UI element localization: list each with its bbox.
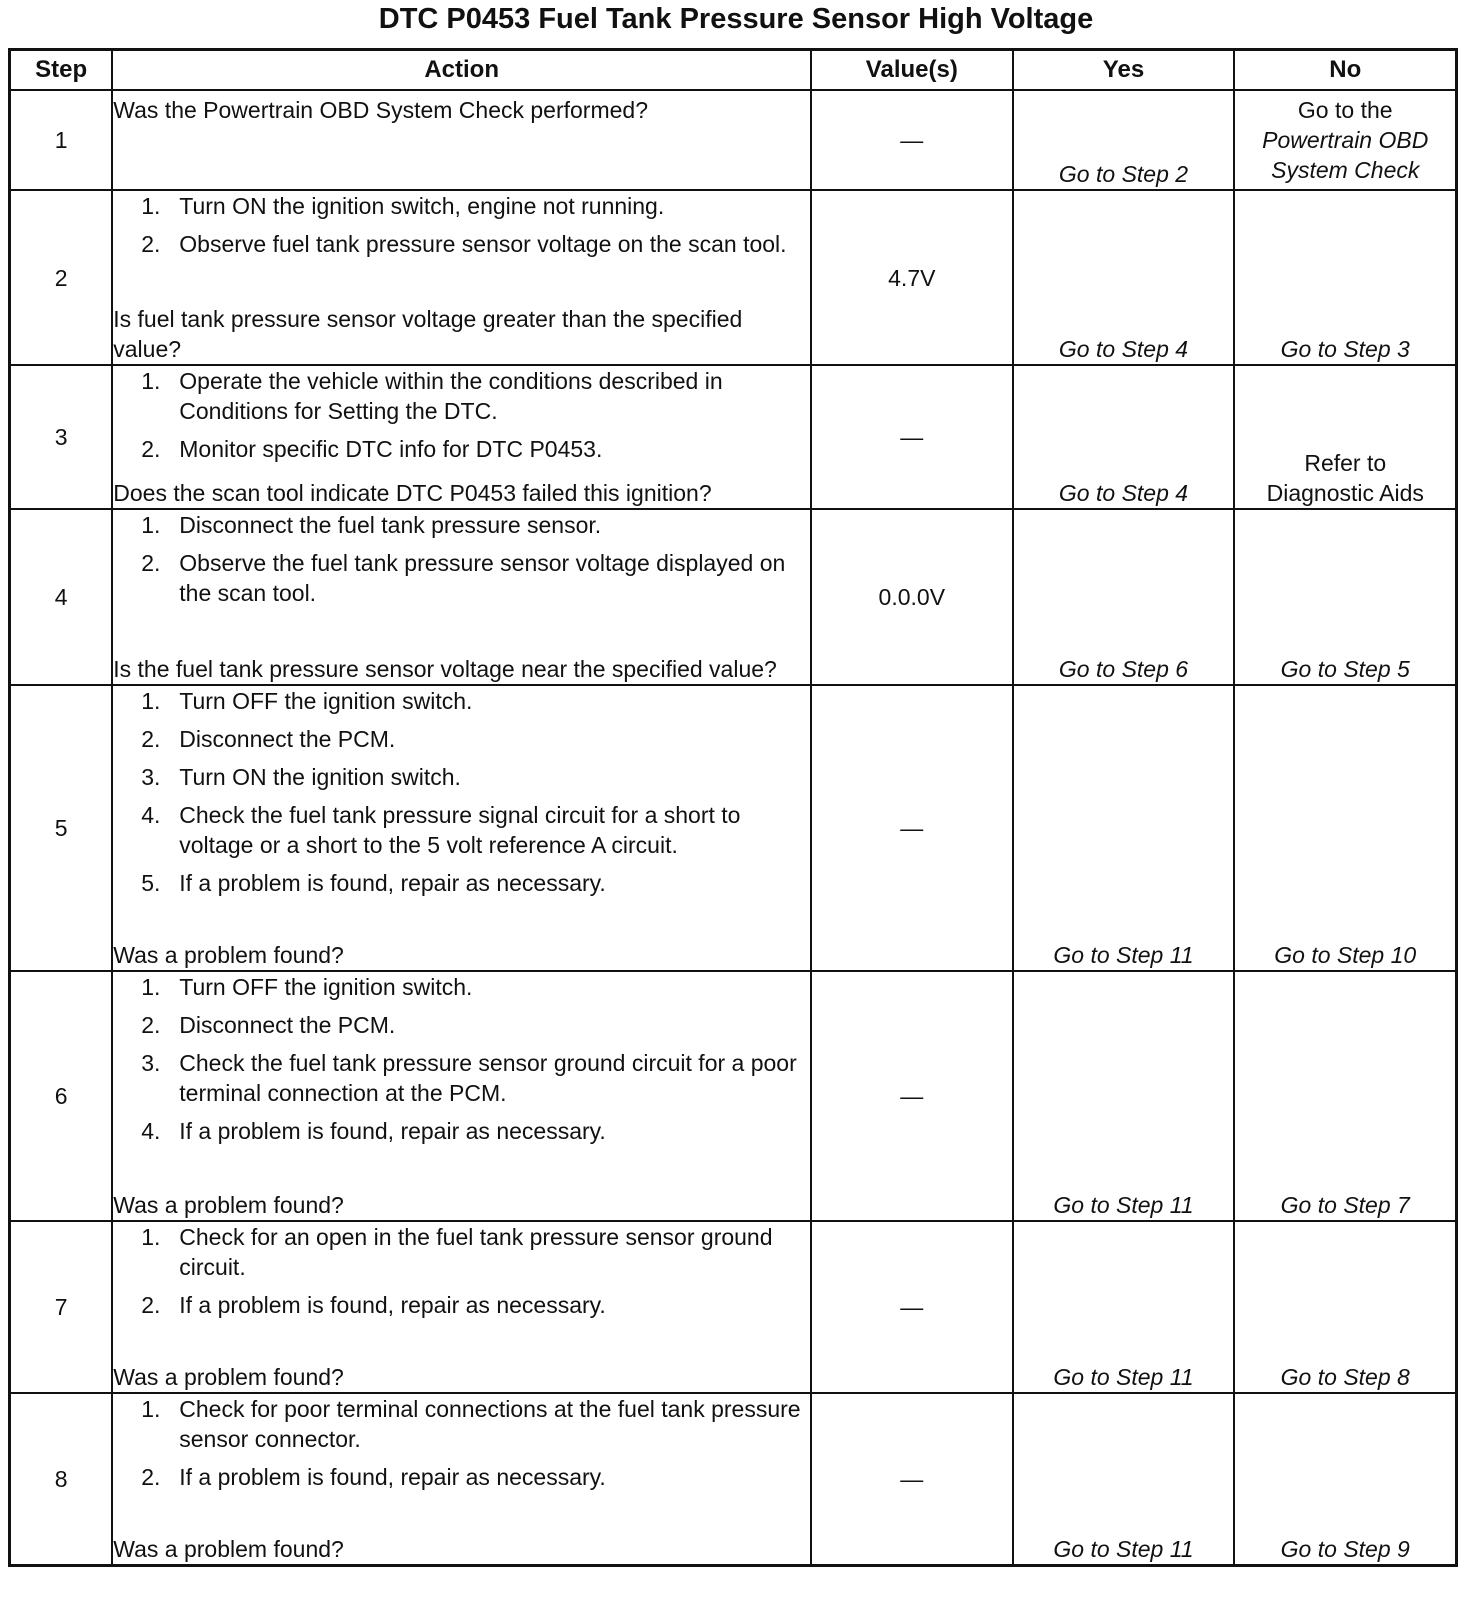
table-row [10, 1221, 1457, 1393]
action-item: 2. Disconnect the PCM. [141, 726, 396, 752]
value-cell: — [811, 1221, 1012, 1393]
action-item: 1. Turn OFF the ignition switch. [141, 974, 473, 1000]
no-cell: Go to Step 9 [1234, 1393, 1456, 1566]
action-cell [112, 685, 811, 971]
yes-cell: Go to Step 6 [1013, 509, 1235, 685]
action-item: 3. Check the fuel tank pressure sensor ground circuit for a poor terminal connection at the PCM. [141, 1050, 797, 1106]
value-cell: — [811, 1393, 1012, 1566]
no-line: Refer to [1304, 450, 1387, 476]
yes-cell: Go to Step 4 [1013, 190, 1235, 365]
action-item: 1. Disconnect the fuel tank pressure sensor. [141, 512, 602, 538]
step-number: 5 [10, 685, 113, 971]
action-cell [112, 971, 811, 1221]
step-number: 2 [10, 190, 113, 365]
action-item: 1. Turn ON the ignition switch, engine not running. [141, 193, 665, 219]
table-row [10, 685, 1457, 971]
value-cell: — [811, 90, 1012, 190]
action-item: 1. Turn OFF the ignition switch. [141, 688, 473, 714]
action-cell [112, 1393, 811, 1566]
action-question: Was a problem found? [113, 1192, 344, 1218]
action-cell [112, 509, 811, 685]
action-item: 1. Operate the vehicle within the conditions described in Conditions for Setting the DTC. [141, 368, 723, 424]
action-item: 2. If a problem is found, repair as necessary. [141, 1292, 606, 1318]
action-item: 1. Check for poor terminal connections at the fuel tank pressure sensor connector. [141, 1396, 801, 1452]
action-question: Does the scan tool indicate DTC P0453 failed this ignition? [113, 480, 712, 506]
action-cell [112, 1221, 811, 1393]
yes-cell: Go to Step 11 [1013, 971, 1235, 1221]
header-values: Value(s) [811, 50, 1012, 91]
step-number: 4 [10, 509, 113, 685]
step-number: 6 [10, 971, 113, 1221]
action-question: Was a problem found? [113, 942, 344, 968]
no-line: Go to the [1297, 97, 1393, 123]
value-cell: 4.7V [811, 190, 1012, 365]
header-yes: Yes [1013, 50, 1235, 91]
no-cell: Go to Step 5 [1234, 509, 1456, 685]
no-line: Powertrain OBD [1262, 127, 1429, 153]
value-cell: — [811, 685, 1012, 971]
table-row [10, 190, 1457, 365]
table-row [10, 1393, 1457, 1566]
action-question: Was the Powertrain OBD System Check performed? [113, 97, 648, 123]
action-item: 3. Turn ON the ignition switch. [141, 764, 461, 790]
action-item: 2. Monitor specific DTC info for DTC P0453. [141, 436, 603, 462]
yes-cell: Go to Step 11 [1013, 1393, 1235, 1566]
diagnostic-table [8, 48, 1458, 1567]
step-number: 3 [10, 365, 113, 509]
no-cell: Go to Step 3 [1234, 190, 1456, 365]
header-no: No [1234, 50, 1456, 91]
no-line: System Check [1271, 157, 1420, 183]
value-cell: 0.0.0V [811, 509, 1012, 685]
action-item: 4. Check the fuel tank pressure signal circuit for a short to voltage or a short to the 5 volt reference A circuit. [141, 802, 741, 858]
no-cell [1234, 90, 1456, 190]
action-item: 2. Disconnect the PCM. [141, 1012, 396, 1038]
no-line: Diagnostic Aids [1266, 480, 1424, 506]
action-item: 4. If a problem is found, repair as necessary. [141, 1118, 606, 1144]
table-row [10, 971, 1457, 1221]
action-cell [112, 90, 811, 190]
yes-cell: Go to Step 11 [1013, 1221, 1235, 1393]
table-row [10, 509, 1457, 685]
yes-cell: Go to Step 2 [1013, 90, 1235, 190]
page-title: DTC P0453 Fuel Tank Pressure Sensor High Voltage [378, 3, 1094, 35]
step-number: 1 [10, 90, 113, 190]
action-question: Is fuel tank pressure sensor voltage greater than the specified value? [113, 306, 743, 362]
action-cell [112, 365, 811, 509]
no-cell [1234, 365, 1456, 509]
action-question: Was a problem found? [113, 1364, 344, 1390]
yes-cell: Go to Step 4 [1013, 365, 1235, 509]
yes-cell: Go to Step 11 [1013, 685, 1235, 971]
step-number: 8 [10, 1393, 113, 1566]
step-number: 7 [10, 1221, 113, 1393]
action-question: Is the fuel tank pressure sensor voltage near the specified value? [113, 656, 777, 682]
no-cell: Go to Step 7 [1234, 971, 1456, 1221]
action-item: 2. If a problem is found, repair as necessary. [141, 1464, 606, 1490]
action-item: 2. Observe the fuel tank pressure sensor voltage displayed on the scan tool. [141, 550, 786, 606]
action-item: 5. If a problem is found, repair as necessary. [141, 870, 606, 896]
header-action: Action [112, 50, 811, 91]
table-header-row [10, 50, 1457, 91]
no-cell: Go to Step 10 [1234, 685, 1456, 971]
action-item: 2. Observe fuel tank pressure sensor voltage on the scan tool. [141, 231, 787, 257]
no-cell: Go to Step 8 [1234, 1221, 1456, 1393]
value-cell: — [811, 971, 1012, 1221]
value-cell: — [811, 365, 1012, 509]
table-row [10, 90, 1457, 190]
action-cell [112, 190, 811, 365]
action-item: 1. Check for an open in the fuel tank pressure sensor ground circuit. [141, 1224, 773, 1280]
table-row [10, 365, 1457, 509]
header-step: Step [10, 50, 113, 91]
action-question: Was a problem found? [113, 1536, 344, 1562]
